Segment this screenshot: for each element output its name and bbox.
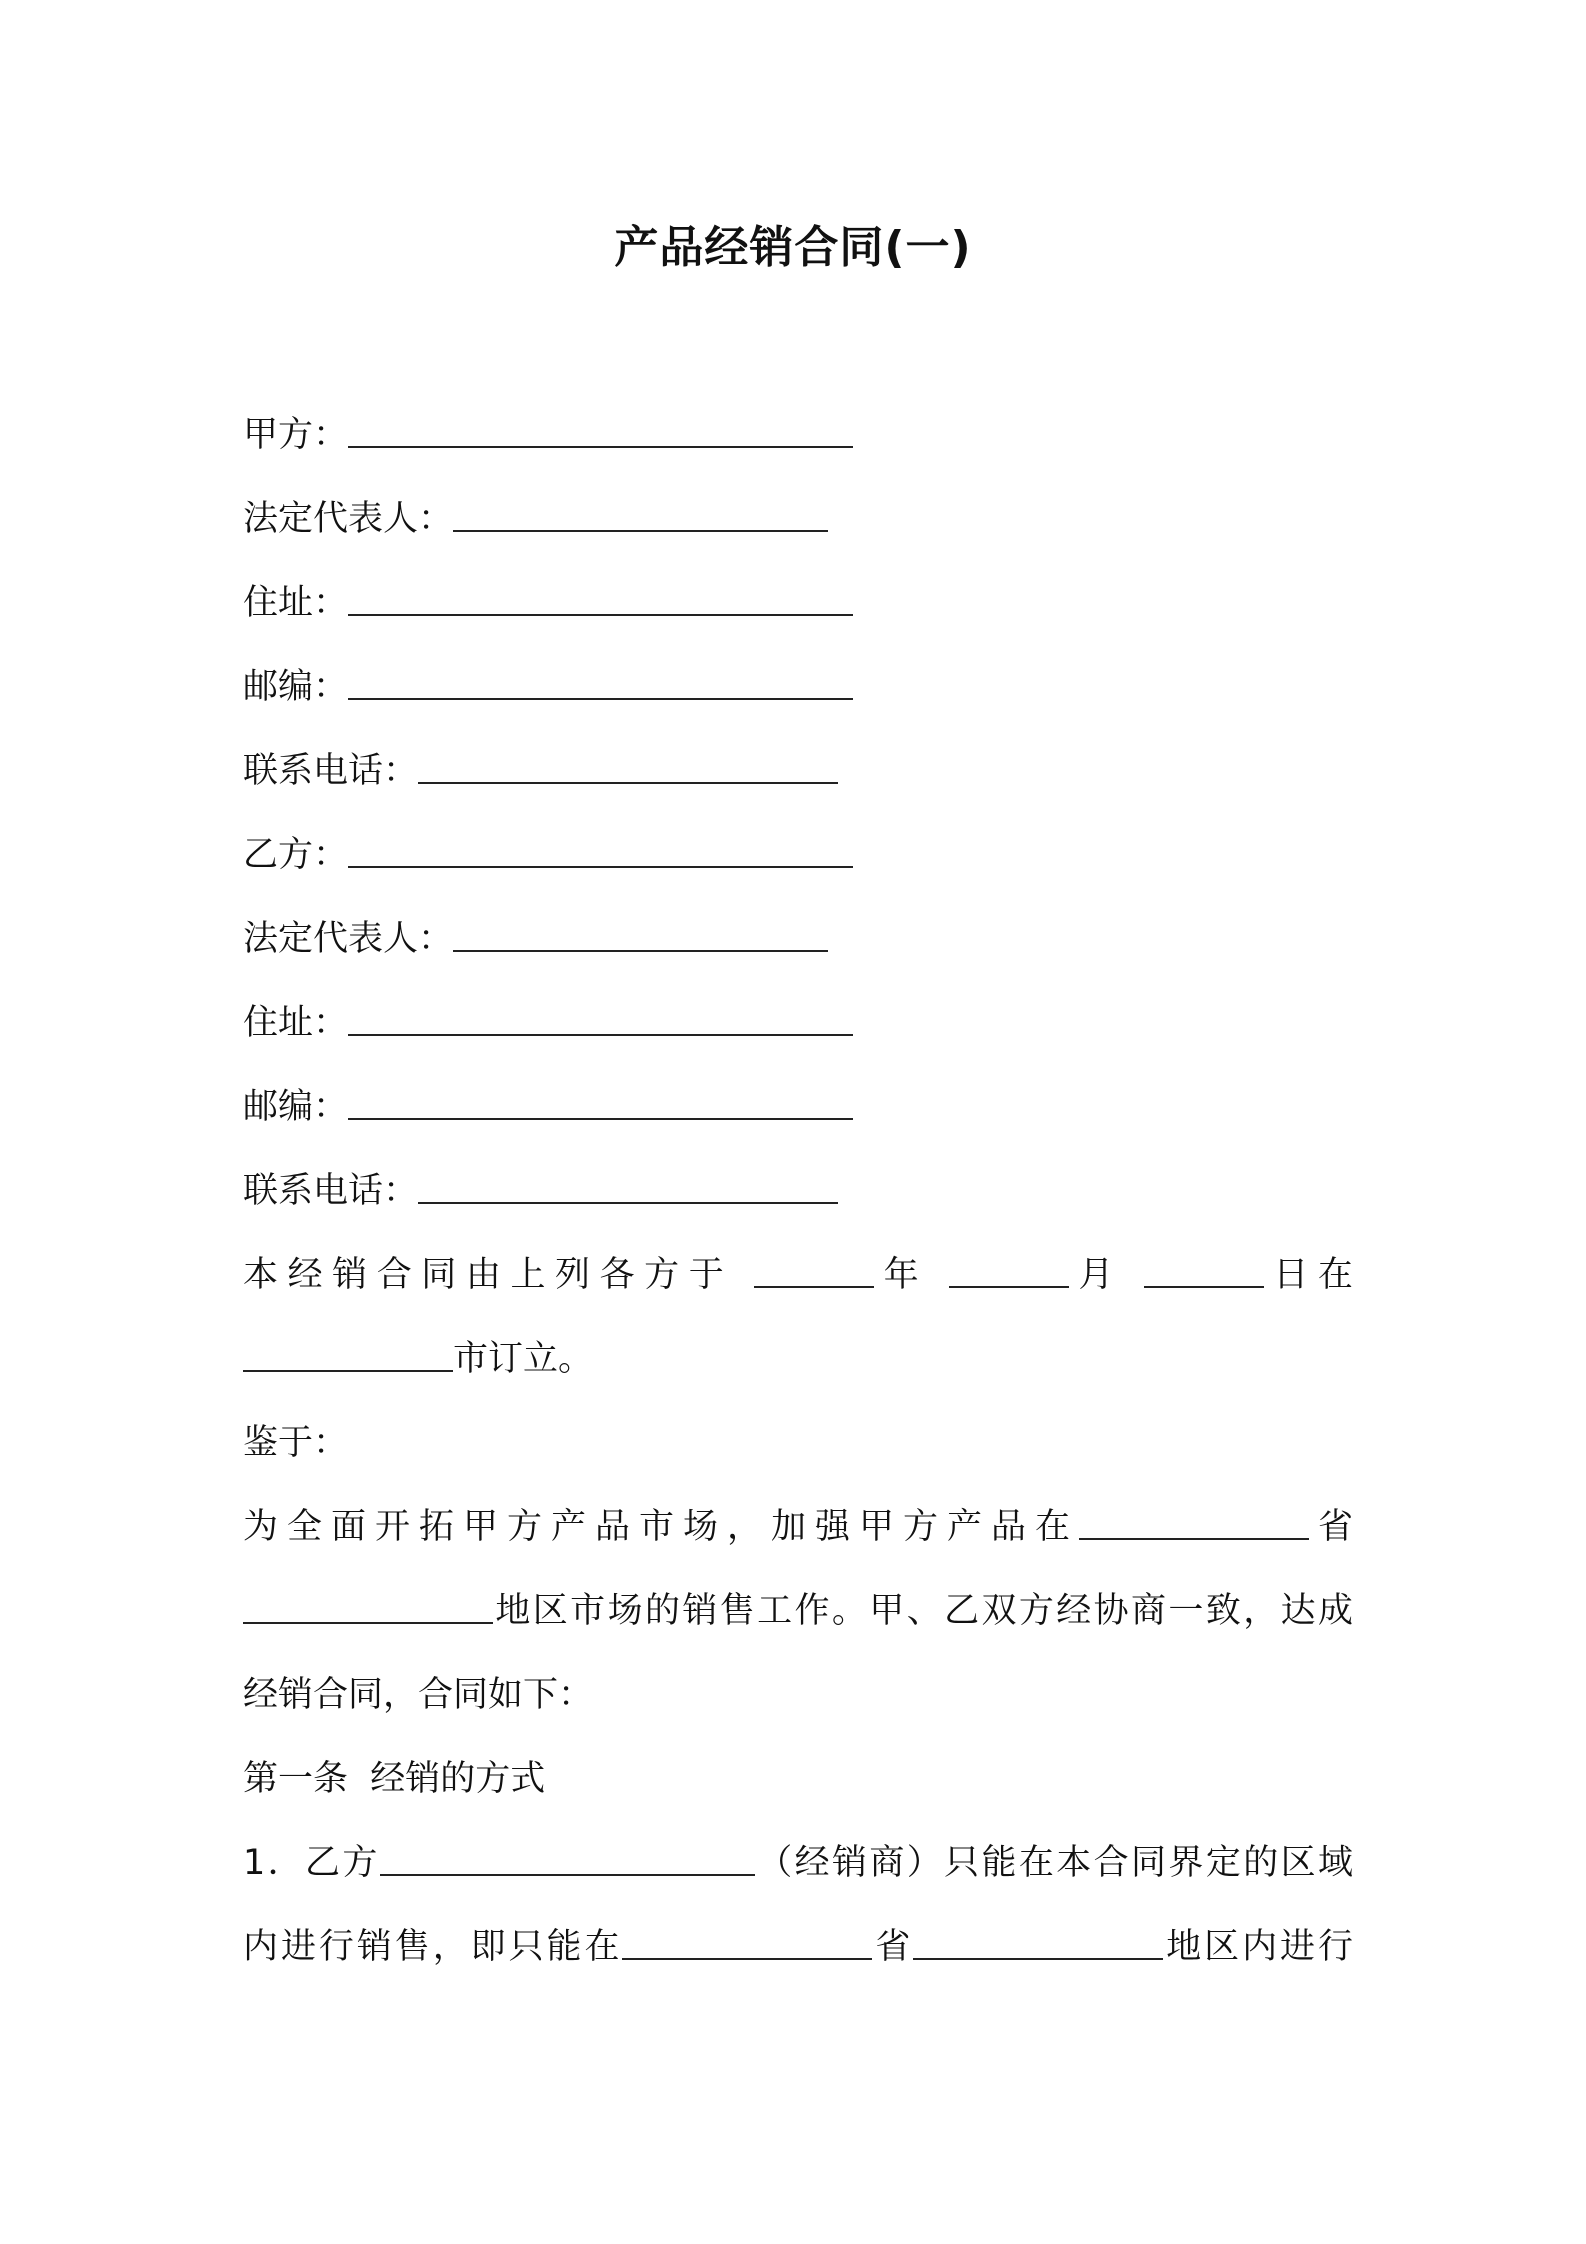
party-a-rep-label: 法定代表人：	[243, 499, 454, 539]
party-a-name-label: 甲方：	[243, 415, 349, 455]
party-b-postcode-label: 邮编：	[243, 1087, 349, 1127]
party-a-phone-blank[interactable]	[418, 752, 838, 784]
signing-city-blank[interactable]	[243, 1340, 453, 1372]
party-a-postcode-label: 邮编：	[243, 667, 349, 707]
party-a-phone-label: 联系电话：	[243, 751, 419, 791]
party-b-phone-label: 联系电话：	[243, 1171, 419, 1211]
signing-row-1	[243, 1245, 1353, 1305]
signing-text-2: 市订立。	[453, 1339, 594, 1379]
document-title: 产品经销合同(一)	[614, 222, 972, 273]
signing-day-blank[interactable]	[1144, 1256, 1264, 1288]
party-b-name-row	[243, 825, 853, 885]
party-b-phone-blank[interactable]	[418, 1172, 838, 1204]
purpose-text-3: 经销合同，合同如下：	[243, 1675, 594, 1715]
party-a-name-blank[interactable]	[348, 416, 853, 448]
party-b-postcode-blank[interactable]	[348, 1088, 853, 1120]
purpose-text-2: 地区市场的销售工作。甲、乙双方经协商一致，达成	[493, 1591, 1353, 1631]
party-a-postcode-row	[243, 657, 853, 717]
clause-1-row-1	[243, 1833, 1353, 1893]
signing-month-label: 月	[1068, 1255, 1124, 1295]
purpose-region-blank[interactable]	[243, 1592, 493, 1624]
article-1-heading	[243, 1749, 545, 1809]
whereas-label: 鉴于：	[243, 1423, 349, 1463]
clause-1-region-text: 地区内进行	[1163, 1927, 1353, 1967]
party-a-rep-blank[interactable]	[453, 500, 828, 532]
party-a-address-row	[243, 573, 853, 633]
party-b-postcode-row	[243, 1077, 853, 1137]
party-a-postcode-blank[interactable]	[348, 668, 853, 700]
party-b-rep-label: 法定代表人：	[243, 919, 454, 959]
party-b-rep-blank[interactable]	[453, 920, 828, 952]
party-a-name-row	[243, 405, 853, 465]
clause-1-province-label: 省	[872, 1927, 914, 1967]
signing-text-1: 本经销合同由上列各方于	[243, 1255, 734, 1295]
party-b-address-label: 住址：	[243, 1003, 349, 1043]
party-b-name-label: 乙方：	[243, 835, 349, 875]
clause-1-dealer-blank[interactable]	[380, 1844, 755, 1876]
signing-row-2	[243, 1329, 593, 1389]
party-a-address-blank[interactable]	[348, 584, 853, 616]
clause-1-region-blank[interactable]	[913, 1928, 1163, 1960]
purpose-row-3	[243, 1665, 593, 1725]
purpose-row-2	[243, 1581, 1353, 1641]
party-b-rep-row	[243, 909, 828, 969]
party-b-address-row	[243, 993, 853, 1053]
clause-1-province-blank[interactable]	[622, 1928, 872, 1960]
clause-1-text-2: 内进行销售，即只能在	[243, 1927, 623, 1967]
clause-1-row-2	[243, 1917, 1353, 1977]
party-a-phone-row	[243, 741, 838, 801]
article-1-heading-text: 第一条 经销的方式	[243, 1759, 546, 1799]
party-b-name-blank[interactable]	[348, 836, 853, 868]
clause-1-number: 1．乙方	[243, 1843, 380, 1883]
party-a-address-label: 住址：	[243, 583, 349, 623]
whereas-row	[243, 1413, 348, 1473]
signing-month-blank[interactable]	[949, 1256, 1069, 1288]
party-b-address-blank[interactable]	[348, 1004, 853, 1036]
signing-year-blank[interactable]	[754, 1256, 874, 1288]
purpose-row-1	[243, 1497, 1353, 1557]
purpose-province-label: 省	[1308, 1507, 1353, 1547]
signing-day-label: 日在	[1263, 1255, 1353, 1295]
clause-1-dealer-text: （经销商）只能在本合同界定的区域	[754, 1843, 1353, 1883]
signing-year-label: 年	[874, 1255, 929, 1295]
purpose-province-blank[interactable]	[1079, 1508, 1309, 1540]
party-a-rep-row	[243, 489, 828, 549]
party-b-phone-row	[243, 1161, 838, 1221]
purpose-text-1: 为全面开拓甲方产品市场，加强甲方产品在	[243, 1507, 1079, 1547]
